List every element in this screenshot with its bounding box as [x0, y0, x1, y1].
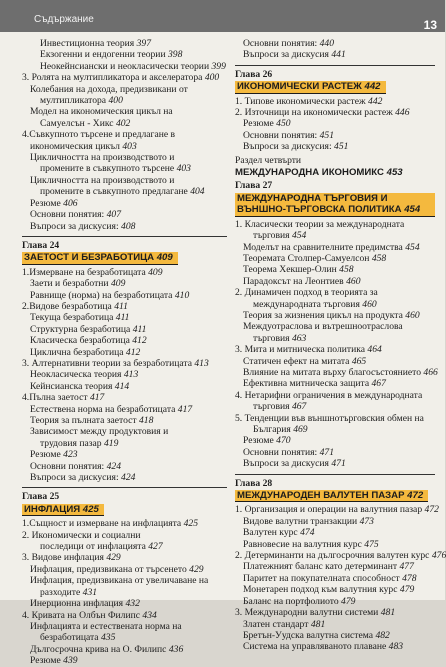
- toc-entry-text: Колебания на дохода, предизвикани от: [30, 83, 188, 95]
- toc-entry-text: 3. Видове инфлация: [22, 552, 104, 564]
- toc-entry-page: 412: [132, 335, 147, 347]
- toc-entry: [235, 253, 435, 264]
- toc-entry: [22, 186, 227, 197]
- chapter-page-number: 425: [82, 503, 99, 515]
- toc-entry-page: 410: [174, 289, 190, 301]
- toc-entry-page: 471: [319, 446, 334, 458]
- toc-entry-text: Циклична безработица: [30, 346, 124, 358]
- toc-entry-text: Заети и безработни: [30, 278, 109, 290]
- toc-entry: [22, 209, 227, 220]
- toc-entry-text: Инфлация, предизвикана от търсенето: [30, 563, 187, 575]
- chapter-title-text: ИНФЛАЦИЯ: [24, 503, 83, 515]
- toc-entry: [22, 175, 227, 186]
- toc-entry-page: 440: [319, 38, 334, 49]
- toc-entry-text: Монетарен подход към валутния курс: [243, 584, 398, 596]
- toc-entry: [22, 335, 227, 346]
- toc-entry: [22, 564, 227, 575]
- toc-entry-text: 1. Организация и операции на валутния пазар: [235, 504, 423, 516]
- toc-entry: [22, 415, 227, 426]
- toc-entry-text: търговия: [253, 230, 290, 242]
- toc-entry-page: 458: [339, 264, 354, 276]
- toc-entry: [22, 163, 227, 174]
- toc-entry: [22, 61, 227, 72]
- toc-entry-page: 475: [364, 538, 379, 550]
- toc-entry-page: 402: [115, 117, 131, 129]
- toc-entry-text: 3. Международни валутни системи: [235, 607, 379, 619]
- toc-entry-text: Златен стандарт: [243, 618, 309, 630]
- toc-entry-page: 429: [189, 563, 204, 575]
- toc-entry-text: Текуща безработица: [30, 312, 114, 324]
- toc-entry: [22, 267, 227, 278]
- chapter-page-number: 472: [407, 490, 424, 502]
- toc-entry-text: Междуотраслова и вътрешноотраслова: [243, 321, 403, 333]
- toc-entry-text: Модел на икономическия цикъл на: [30, 106, 173, 118]
- toc-entry: [22, 632, 227, 643]
- toc-entry: [22, 278, 227, 289]
- chapter-title-text: ЗАЕТОСТ И БЕЗРАБОТИЦА: [24, 252, 157, 264]
- toc-entry-text: трудовия пазар: [40, 437, 102, 449]
- toc-entry: [22, 324, 227, 335]
- chapter-page-number: 442: [364, 81, 381, 93]
- toc-entry-page: 406: [63, 197, 78, 209]
- chapter-label: Глава 24: [22, 239, 60, 251]
- toc-entry-text: Кейнсианска теория: [30, 380, 113, 392]
- chapter-title: [235, 490, 428, 502]
- toc-entry-text: Теоремата Столпер-Самуелсон: [243, 252, 370, 264]
- toc-entry-page: 398: [167, 49, 183, 61]
- page-header: [0, 0, 445, 32]
- toc-entry: [235, 38, 435, 49]
- chapter-label: Глава 27: [235, 180, 273, 192]
- toc-entry-page: 431: [82, 586, 98, 598]
- header-title: Съдържание: [34, 14, 94, 25]
- toc-entry: [235, 130, 435, 141]
- toc-entry-page: 450: [276, 118, 291, 130]
- toc-entry-text: 1.Измерване на безработицата: [22, 266, 146, 278]
- toc-entry: [235, 356, 435, 367]
- toc-entry-text: Резюме: [243, 435, 274, 447]
- toc-entry: [22, 141, 227, 152]
- toc-entry-page: 477: [399, 561, 414, 573]
- toc-entry-text: промените в съвкупното предлагане: [40, 186, 188, 198]
- toc-entry-text: международната търговия: [253, 298, 360, 310]
- toc-entry-page: 411: [132, 323, 147, 335]
- toc-entry: [22, 38, 227, 49]
- toc-entry-page: 436: [168, 643, 184, 655]
- toc-entry-page: 463: [291, 332, 307, 344]
- chapter-label: Глава 26: [235, 68, 273, 80]
- toc-entry-text: Основни понятия:: [243, 129, 318, 141]
- toc-entry-text: Влияние на митата върху благосъстоянието: [243, 366, 421, 378]
- toc-entry: [235, 299, 435, 310]
- toc-entry: [235, 287, 435, 298]
- toc-entry-text: Платежният баланс като детерминант: [243, 561, 398, 573]
- toc-entry-text: Резюме: [30, 655, 61, 667]
- toc-entry-page: 432: [125, 598, 140, 610]
- toc-entry: [235, 219, 435, 230]
- toc-entry-text: Въпроси за дискусия: [243, 458, 329, 470]
- chapter-separator: [235, 61, 435, 66]
- toc-entry-page: 481: [380, 607, 396, 619]
- chapter-page-number: 409: [156, 252, 173, 264]
- toc-entry-page: 425: [183, 518, 198, 530]
- toc-entry-page: 435: [100, 632, 116, 644]
- toc-entry: [235, 107, 435, 118]
- toc-entry: [235, 264, 435, 275]
- toc-entry: [235, 641, 435, 652]
- toc-entry-text: Резюме: [243, 118, 274, 130]
- toc-entry-text: Видове валутни транзакции: [243, 515, 358, 527]
- toc-entry-page: 478: [402, 572, 417, 584]
- toc-entry: [22, 129, 227, 140]
- toc-entry-text: мултипликатора: [40, 95, 107, 107]
- toc-entry-page: 460: [362, 298, 377, 310]
- toc-entry-text: Инвестиционна теория: [40, 38, 135, 49]
- toc-entry-text: Статичен ефект на митата: [243, 355, 350, 367]
- toc-entry-text: 1.Същност и измерване на инфлацията: [22, 518, 182, 530]
- toc-entry-text: Парадоксът на Леонтиев: [243, 275, 344, 287]
- toc-entry-text: Въпроси за дискусия: [243, 49, 329, 61]
- toc-entry: [22, 369, 227, 380]
- toc-entry-text: 4. Нетарифни ограничения в международната: [235, 389, 423, 401]
- chapter-separator: [22, 483, 227, 488]
- chapter-title-text: МЕЖДУНАРОДЕН ВАЛУТЕН ПАЗАР: [237, 490, 408, 502]
- toc-entry-page: 434: [142, 609, 157, 621]
- chapter-separator: [22, 232, 227, 237]
- toc-entry-text: 1. Типове икономически растеж: [235, 95, 366, 107]
- toc-entry: [22, 347, 227, 358]
- chapter-title: [235, 193, 435, 217]
- toc-entry-text: Цикличността на производството и: [30, 174, 175, 186]
- toc-entry: [22, 392, 227, 403]
- toc-entry-page: 407: [106, 209, 121, 221]
- toc-entry-page: 451: [319, 129, 334, 141]
- toc-entry-page: 454: [291, 230, 307, 242]
- toc-entry: [235, 584, 435, 595]
- toc-entry: [235, 141, 435, 152]
- toc-entry: [235, 366, 438, 378]
- toc-entry-page: 424: [106, 460, 121, 472]
- toc-entry-page: 460: [405, 309, 420, 321]
- toc-entry: [235, 447, 435, 458]
- toc-entry: [22, 72, 227, 83]
- toc-entry-page: 460: [346, 275, 361, 287]
- toc-entry-text: Ефективна митническа защита: [243, 378, 370, 390]
- toc-entry: [235, 550, 446, 562]
- toc-entry: [235, 390, 435, 401]
- toc-entry-page: 481: [310, 618, 326, 630]
- toc-entry-page: 408: [121, 220, 136, 232]
- toc-entry: [22, 621, 227, 632]
- toc-entry-page: 476: [431, 550, 446, 562]
- toc-entry-text: Бретън-Уудска валутна система: [243, 629, 374, 641]
- toc-entry-text: 5. Тенденции във външнотърговския обмен на: [235, 412, 424, 424]
- toc-entry-page: 441: [331, 49, 346, 61]
- toc-entry-page: 423: [63, 449, 78, 461]
- toc-entry-page: 474: [300, 527, 315, 539]
- toc-entry: [22, 598, 227, 609]
- toc-entry-page: 424: [121, 472, 136, 484]
- toc-entry-page: 479: [341, 595, 356, 607]
- toc-entry-page: 454: [405, 241, 420, 253]
- toc-entry: [22, 198, 227, 209]
- toc-entry-text: Зависимост между продуктовия и: [30, 426, 169, 438]
- toc-entry-page: 409: [148, 266, 163, 278]
- toc-entry: [235, 378, 435, 389]
- toc-entry-text: Инерционна инфлация: [30, 598, 124, 610]
- toc-entry: [235, 504, 439, 516]
- chapter-separator: [235, 470, 435, 475]
- toc-entry-text: промените в съвкупното търсене: [40, 163, 175, 175]
- toc-entry-text: Теория за жизнения цикъл на продукта: [243, 309, 403, 321]
- toc-entry-page: 451: [334, 141, 349, 153]
- toc-entry-page: 482: [375, 629, 390, 641]
- toc-entry-text: Цикличността на производството и: [30, 152, 175, 164]
- toc-entry: [235, 596, 435, 607]
- toc-entry: [235, 630, 435, 641]
- toc-entry-page: 419: [103, 437, 119, 449]
- chapter-page-number: 453: [386, 167, 403, 179]
- toc-entry-text: търговия: [253, 332, 290, 344]
- toc-entry-text: Паритет на покупателната способност: [243, 572, 400, 584]
- toc-entry-page: 399: [211, 60, 226, 72]
- toc-entry-text: 4.Съвкупното търсене и предлагане в: [22, 129, 176, 141]
- toc-entry-text: търговия: [253, 401, 290, 413]
- toc-entry: [235, 539, 435, 550]
- toc-entry-text: Неокейнсиански и неокласически теории: [40, 60, 210, 72]
- toc-entry-text: Самуелсън - Хикс: [40, 117, 114, 129]
- toc-entry-page: 403: [176, 163, 191, 175]
- toc-right-column: [235, 38, 446, 653]
- toc-entry-page: 483: [388, 641, 404, 653]
- toc-entry-text: Система на управляваното плаване: [243, 641, 387, 653]
- toc-entry: [235, 344, 435, 355]
- toc-entry-text: 2. Източници на икономически растеж: [235, 107, 393, 119]
- toc-entry-page: 417: [177, 403, 193, 415]
- toc-entry-page: 464: [367, 344, 382, 356]
- toc-entry-page: 413: [123, 369, 139, 381]
- chapter-label: Глава 25: [22, 491, 60, 503]
- toc-entry: [22, 290, 227, 301]
- toc-entry: [22, 221, 227, 232]
- toc-entry-text: Въпроси за дискусия:: [30, 472, 119, 484]
- toc-entry: [22, 530, 227, 541]
- toc-entry-text: Дългосрочна крива на О. Филипс: [30, 643, 167, 655]
- toc-entry-page: 472: [424, 504, 439, 516]
- toc-entry-page: 412: [125, 346, 141, 358]
- toc-entry: [22, 461, 227, 472]
- toc-entry-text: Основни понятия:: [243, 38, 318, 49]
- toc-entry: [235, 333, 435, 344]
- toc-entry: [22, 106, 227, 117]
- toc-entry: [22, 587, 227, 598]
- chapter-title: [22, 252, 178, 264]
- toc-entry-text: Резюме: [30, 197, 61, 209]
- header-page-number: 13: [423, 18, 437, 32]
- toc-entry-page: 446: [395, 107, 410, 119]
- toc-entry-text: 2. Икономически и социални: [22, 529, 141, 541]
- toc-entry: [235, 413, 435, 424]
- toc-entry-text: 2. Детерминанти на дългосрочния валутен курс: [235, 550, 430, 562]
- toc-entry-text: икономическия цикъл: [30, 140, 120, 152]
- toc-entry: [235, 458, 435, 469]
- toc-entry: [22, 518, 227, 529]
- toc-entry-page: 418: [139, 415, 154, 426]
- toc-entry-text: 2. Динамичен подход в теорията за: [235, 287, 378, 299]
- toc-entry: [22, 426, 227, 437]
- toc-entry-text: 3. Мита и митническа политика: [235, 344, 366, 356]
- toc-entry-text: Теорема Хекшер-Олин: [243, 264, 337, 276]
- toc-entry-page: 414: [114, 380, 130, 392]
- toc-entry: [22, 358, 227, 369]
- toc-left-column: [22, 38, 227, 667]
- toc-entry-text: Инфлацията и естествената норма на: [30, 620, 182, 632]
- toc-entry: [235, 321, 435, 332]
- toc-entry: [22, 152, 227, 163]
- toc-entry-page: 458: [371, 252, 387, 264]
- toc-entry-page: 404: [190, 186, 205, 198]
- toc-entry-page: 473: [359, 515, 374, 527]
- toc-entry-page: 413: [194, 357, 209, 369]
- toc-entry-page: 469: [293, 424, 308, 435]
- toc-entry: [235, 276, 435, 287]
- toc-entry-page: 471: [331, 458, 346, 470]
- toc-entry: [22, 610, 227, 621]
- toc-entry-text: последици от инфлацията: [40, 541, 146, 553]
- section-heading: Раздел четвърти: [235, 154, 302, 166]
- chapter-page-number: 454: [404, 204, 421, 216]
- toc-entry-text: България: [253, 424, 291, 435]
- toc-entry: [22, 438, 227, 449]
- toc-entry-text: Структурна безработица: [30, 323, 131, 335]
- toc-entry: [235, 516, 435, 527]
- toc-entry: [22, 404, 227, 415]
- toc-entry-page: 417: [89, 392, 105, 404]
- toc-entry-text: Естествена норма на безработицата: [30, 403, 176, 415]
- toc-entry-text: Инфлация, предизвикана от увеличаване на: [30, 575, 209, 587]
- chapter-label: Глава 28: [235, 477, 273, 489]
- toc-entry-page: 467: [291, 401, 307, 413]
- toc-entry-text: разходите: [40, 586, 81, 598]
- toc-entry: [22, 49, 227, 60]
- toc-entry-text: безработицата: [40, 632, 99, 644]
- toc-entry: [235, 424, 435, 435]
- toc-entry-page: 403: [122, 140, 137, 152]
- toc-entry: [235, 401, 435, 412]
- toc-entry-text: 4.Пълна заетост: [22, 392, 88, 404]
- toc-entry: [235, 573, 435, 584]
- toc-entry-page: 400: [204, 72, 220, 84]
- toc-entry: [235, 96, 435, 107]
- chapter-title-text: МЕЖДУНАРОДНА ИКОНОМИКС: [235, 167, 387, 179]
- toc-entry: [22, 644, 227, 655]
- toc-entry-page: 400: [108, 95, 123, 107]
- chapter-title: [235, 81, 386, 93]
- toc-entry-text: 2.Видове безработица: [22, 300, 112, 312]
- toc-entry-text: Неокласическа теория: [30, 369, 122, 381]
- toc-entry-text: Равнище (норма) на безработицата: [30, 289, 173, 301]
- chapter-title: [235, 167, 408, 178]
- toc-entry-page: 427: [148, 541, 163, 553]
- toc-entry: [235, 49, 435, 60]
- toc-entry: [22, 84, 227, 95]
- toc-entry: [22, 381, 227, 392]
- toc-entry-page: 411: [115, 312, 130, 324]
- toc-entry-page: 470: [276, 435, 291, 447]
- toc-entry: [22, 301, 227, 312]
- toc-entry-text: Теория за пълната заетост: [30, 415, 137, 426]
- toc-entry: [235, 310, 435, 321]
- toc-entry-text: Основни понятия:: [243, 446, 318, 458]
- toc-entry: [22, 552, 227, 563]
- toc-entry-text: Класическа безработица: [30, 335, 130, 347]
- toc-entry: [22, 472, 227, 483]
- toc-entry-text: Баланс на портфолиото: [243, 595, 339, 607]
- toc-entry-text: Валутен курс: [243, 527, 298, 539]
- toc-entry-page: 439: [63, 655, 78, 667]
- chapter-title-text: МЕЖДУНАРОДНА ТЪРГОВИЯ И ВЪНШНО-ТЪРГОВСКА ПОЛИТИКА: [237, 192, 405, 216]
- toc-entry: [22, 575, 227, 586]
- toc-entry-page: 397: [136, 38, 151, 49]
- toc-entry: [235, 118, 435, 129]
- toc-entry-page: 429: [106, 552, 121, 564]
- toc-entry-page: 467: [371, 378, 386, 390]
- toc-entry-text: Екзогенни и ендогенни теории: [40, 49, 166, 61]
- toc-entry: [235, 561, 435, 572]
- toc-entry-text: Основни понятия:: [30, 460, 105, 472]
- toc-entry-page: 409: [110, 278, 126, 290]
- toc-entry-text: Равновесие на валутния курс: [243, 538, 362, 550]
- toc-entry: [22, 312, 227, 323]
- toc-entry-text: Моделът на сравнителните предимства: [243, 241, 403, 253]
- toc-entry-text: Резюме: [30, 449, 61, 461]
- toc-entry-page: 479: [399, 584, 415, 596]
- toc-entry: [235, 619, 435, 630]
- chapter-title-text: ИКОНОМИЧЕСКИ РАСТЕЖ: [237, 81, 365, 93]
- toc-entry-text: 1. Класически теории за международната: [235, 218, 405, 230]
- toc-entry: [235, 607, 435, 618]
- toc-entry-text: 4. Кривата на Олбън Филипс: [22, 609, 140, 621]
- toc-entry-text: Въпроси за дискусия:: [243, 141, 332, 153]
- toc-entry: [22, 95, 227, 106]
- toc-entry: [235, 230, 435, 241]
- toc-entry: [22, 118, 227, 129]
- toc-entry-page: 442: [368, 95, 383, 107]
- toc-entry-text: Основни понятия:: [30, 209, 105, 221]
- toc-entry-page: 466: [423, 366, 438, 378]
- toc-entry-page: 465: [351, 355, 367, 367]
- toc-entry-text: Въпроси за дискусия:: [30, 220, 119, 232]
- toc-entry: [22, 655, 227, 666]
- toc-entry: [22, 541, 227, 552]
- toc-entry: [22, 449, 227, 460]
- toc-entry-page: 411: [114, 300, 128, 312]
- toc-entry: [235, 527, 435, 538]
- toc-entry-text: 3. Ролята на мултипликатора и акселератора: [22, 72, 203, 84]
- toc-entry: [235, 435, 435, 446]
- toc-entry-text: 3. Алтернативни теории за безработицата: [22, 357, 192, 369]
- chapter-title: [22, 504, 104, 516]
- toc-entry: [235, 242, 435, 253]
